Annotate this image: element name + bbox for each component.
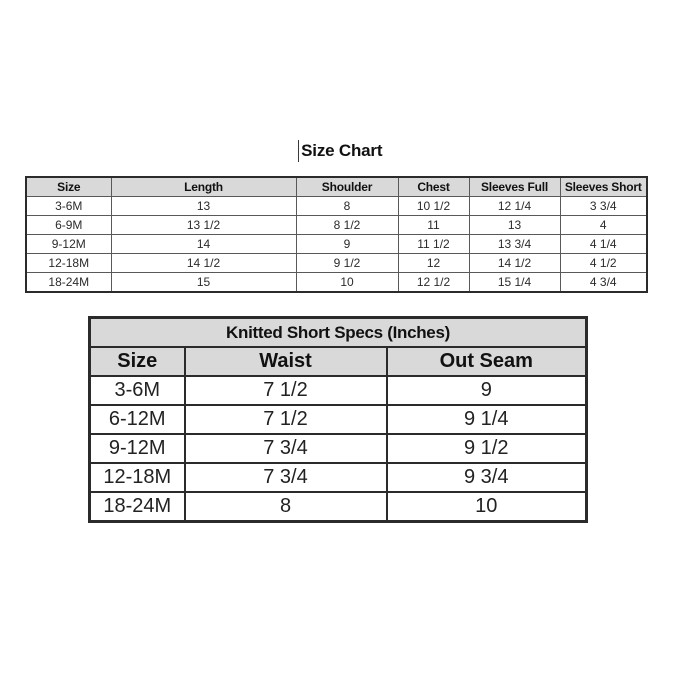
column-header: Sleeves Full xyxy=(469,177,560,197)
value-cell: 15 1/4 xyxy=(469,273,560,293)
value-cell: 13 1/2 xyxy=(111,216,296,235)
knitted-specs-title: Knitted Short Specs (Inches) xyxy=(90,318,587,348)
value-cell: 13 3/4 xyxy=(469,235,560,254)
size-cell: 6-9M xyxy=(26,216,111,235)
table-row xyxy=(26,254,647,273)
page-title xyxy=(0,139,680,163)
value-cell: 10 1/2 xyxy=(398,197,469,216)
value-cell: 7 1/2 xyxy=(185,376,387,405)
value-cell: 7 1/2 xyxy=(185,405,387,434)
table-row xyxy=(90,463,587,492)
value-cell: 14 1/2 xyxy=(469,254,560,273)
knitted-specs-body xyxy=(90,376,587,522)
size-chart-body xyxy=(26,197,647,293)
value-cell: 13 xyxy=(111,197,296,216)
value-cell: 9 xyxy=(296,235,398,254)
column-header: Chest xyxy=(398,177,469,197)
column-header: Out Seam xyxy=(387,347,587,376)
value-cell: 8 xyxy=(296,197,398,216)
value-cell: 3 3/4 xyxy=(560,197,647,216)
size-cell: 12-18M xyxy=(90,463,185,492)
column-header: Sleeves Short xyxy=(560,177,647,197)
value-cell: 9 1/2 xyxy=(296,254,398,273)
knitted-specs-title-row xyxy=(90,318,587,348)
column-header: Shoulder xyxy=(296,177,398,197)
value-cell: 4 xyxy=(560,216,647,235)
size-cell: 18-24M xyxy=(90,492,185,522)
column-header: Size xyxy=(26,177,111,197)
value-cell: 4 3/4 xyxy=(560,273,647,293)
value-cell: 8 1/2 xyxy=(296,216,398,235)
size-cell: 9-12M xyxy=(26,235,111,254)
table-row xyxy=(90,405,587,434)
page-title-text: Size Chart xyxy=(301,141,383,160)
size-chart-header-row xyxy=(26,177,647,197)
value-cell: 11 1/2 xyxy=(398,235,469,254)
value-cell: 12 xyxy=(398,254,469,273)
size-cell: 9-12M xyxy=(90,434,185,463)
value-cell: 7 3/4 xyxy=(185,463,387,492)
table-row xyxy=(26,216,647,235)
value-cell: 13 xyxy=(469,216,560,235)
column-header: Size xyxy=(90,347,185,376)
value-cell: 7 3/4 xyxy=(185,434,387,463)
size-cell: 18-24M xyxy=(26,273,111,293)
table-row xyxy=(26,197,647,216)
value-cell: 10 xyxy=(387,492,587,522)
value-cell: 12 1/2 xyxy=(398,273,469,293)
value-cell: 9 xyxy=(387,376,587,405)
table-row xyxy=(90,492,587,522)
text-cursor-icon xyxy=(298,140,300,162)
value-cell: 4 1/2 xyxy=(560,254,647,273)
knitted-specs-header-row xyxy=(90,347,587,376)
column-header: Length xyxy=(111,177,296,197)
size-cell: 12-18M xyxy=(26,254,111,273)
value-cell: 15 xyxy=(111,273,296,293)
value-cell: 8 xyxy=(185,492,387,522)
size-cell: 3-6M xyxy=(26,197,111,216)
size-cell: 6-12M xyxy=(90,405,185,434)
table-row xyxy=(26,235,647,254)
value-cell: 14 xyxy=(111,235,296,254)
table-row xyxy=(90,434,587,463)
value-cell: 9 1/4 xyxy=(387,405,587,434)
column-header: Waist xyxy=(185,347,387,376)
size-chart-table xyxy=(25,176,648,293)
table-row xyxy=(90,376,587,405)
value-cell: 9 3/4 xyxy=(387,463,587,492)
value-cell: 11 xyxy=(398,216,469,235)
size-cell: 3-6M xyxy=(90,376,185,405)
knitted-specs-table xyxy=(88,316,588,523)
value-cell: 10 xyxy=(296,273,398,293)
table-row xyxy=(26,273,647,293)
value-cell: 12 1/4 xyxy=(469,197,560,216)
value-cell: 14 1/2 xyxy=(111,254,296,273)
value-cell: 9 1/2 xyxy=(387,434,587,463)
value-cell: 4 1/4 xyxy=(560,235,647,254)
